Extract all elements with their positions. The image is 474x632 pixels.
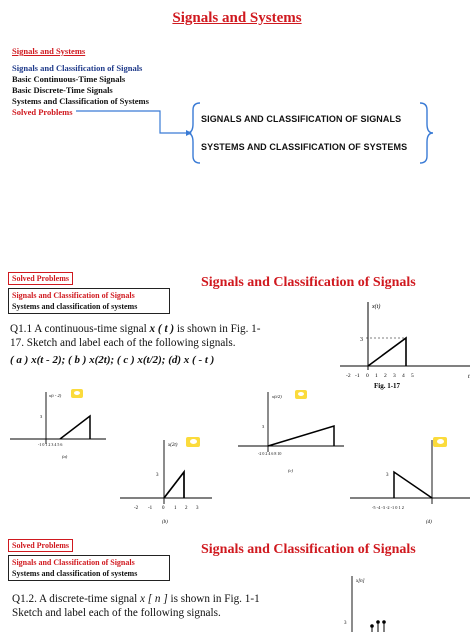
card-line-systems[interactable]: Systems and classification of systems — [12, 569, 138, 578]
svg-text:2: 2 — [384, 373, 387, 379]
toc-item-continuous[interactable]: Basic Continuous-Time Signals — [12, 74, 126, 84]
svg-text:-1: -1 — [148, 506, 153, 511]
comment-icon[interactable] — [433, 437, 447, 447]
toc-item-systems[interactable]: Systems and Classification of Systems — [12, 96, 149, 106]
slide2-card — [8, 555, 170, 581]
svg-text:(b): (b) — [162, 520, 168, 525]
right-brace — [420, 103, 433, 163]
svg-text:3: 3 — [196, 506, 199, 511]
svg-text:x(t - 2): x(t - 2) — [49, 393, 62, 398]
toc-item-solved[interactable]: Solved Problems — [12, 107, 73, 117]
svg-text:x[n]: x[n] — [356, 579, 365, 584]
svg-text:-1 0 1 2 3 4 5 6: -1 0 1 2 3 4 5 6 — [38, 442, 63, 447]
svg-text:x(t/2): x(t/2) — [272, 394, 282, 399]
slide1-title: Signals and Classification of Signals — [201, 275, 416, 290]
svg-text:1: 1 — [174, 506, 177, 511]
q1-2-text: Q1.2. A discrete-time signal x [ n ] is shown in Fig. 1-1 Sketch and label each of the following signals. — [12, 593, 260, 619]
q1-1-text: Q1.1 A continuous-time signal x ( t ) is shown in Fig. 1- 17. Sketch and label each of the following signals. — [10, 323, 261, 349]
svg-text:-2 0 2 4 6 8 10: -2 0 2 4 6 8 10 — [258, 451, 282, 456]
sub-figure-a — [8, 388, 108, 462]
overview-connector — [0, 0, 474, 200]
fig-xlabel: t — [468, 374, 470, 380]
svg-text:3: 3 — [40, 414, 43, 419]
svg-text:-1: -1 — [355, 373, 360, 379]
sub-figure-c — [236, 388, 346, 476]
page-title: Signals and Systems — [172, 10, 302, 26]
sub-figure-d — [348, 436, 472, 528]
fig-ticks — [346, 373, 414, 379]
solved-problems-tag-2[interactable]: Solved Problems — [8, 539, 73, 552]
svg-text:2: 2 — [185, 506, 188, 511]
q1-1-parts: ( a ) x(t - 2); ( b ) x(2t); ( c ) x(t/2); (d) x ( - t ) — [10, 354, 215, 366]
fig-discrete — [336, 572, 416, 632]
card-line-signals[interactable]: Signals and Classification of Signals — [12, 558, 135, 567]
svg-text:3: 3 — [386, 473, 389, 478]
svg-text:(a): (a) — [62, 454, 68, 459]
signal-symbol: x [ n ] — [140, 593, 168, 605]
card-line-systems[interactable]: Systems and classification of systems — [12, 302, 138, 311]
fig-peak: 3 — [360, 337, 363, 343]
svg-text:0: 0 — [162, 506, 165, 511]
solved-problems-tag[interactable]: Solved Problems — [8, 272, 73, 285]
overview-line-systems[interactable]: SYSTEMS AND CLASSIFICATION OF SYSTEMS — [201, 142, 408, 152]
svg-text:5: 5 — [411, 373, 414, 379]
toc-item-signals[interactable]: Signals and Classification of Signals — [12, 63, 143, 73]
svg-text:3: 3 — [262, 424, 265, 429]
card-line-signals[interactable]: Signals and Classification of Signals — [12, 291, 135, 300]
left-brace — [187, 103, 200, 163]
svg-text:(c): (c) — [288, 468, 293, 473]
slide1-card — [8, 288, 170, 314]
svg-text:3: 3 — [156, 473, 159, 478]
fig-1-17 — [330, 298, 474, 394]
fig-caption: Fig. 1-17 — [374, 382, 401, 390]
comment-icon[interactable] — [295, 390, 307, 399]
svg-text:(d): (d) — [426, 520, 432, 525]
svg-text:-5 -4 -3 -2 -1 0 1 2: -5 -4 -3 -2 -1 0 1 2 — [372, 505, 404, 510]
signal-symbol: x ( t ) — [149, 323, 175, 335]
fig-ylabel: x(t) — [372, 304, 381, 310]
svg-text:4: 4 — [402, 373, 405, 379]
comment-icon[interactable] — [71, 389, 83, 398]
svg-text:0: 0 — [366, 373, 369, 379]
svg-text:-2: -2 — [346, 373, 351, 379]
svg-text:-2: -2 — [134, 506, 139, 511]
overview-line-signals[interactable]: SIGNALS AND CLASSIFICATION OF SIGNALS — [201, 114, 402, 124]
svg-text:3: 3 — [393, 373, 396, 379]
sub-figure-b — [118, 436, 214, 528]
svg-text:1: 1 — [375, 373, 378, 379]
toc-item-discrete[interactable]: Basic Discrete-Time Signals — [12, 85, 113, 95]
comment-icon[interactable] — [186, 437, 200, 447]
svg-text:x(2t): x(2t) — [168, 443, 178, 448]
svg-text:3: 3 — [344, 621, 347, 626]
slide2-title: Signals and Classification of Signals — [201, 542, 416, 557]
toc-heading[interactable]: Signals and Systems — [12, 46, 86, 56]
